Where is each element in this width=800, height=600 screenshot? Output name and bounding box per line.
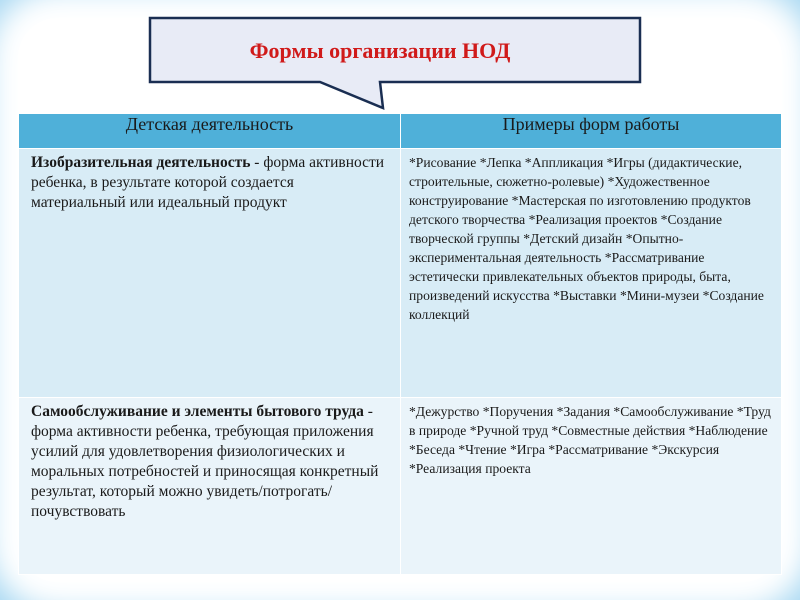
activity-cell xyxy=(19,398,401,575)
table-row xyxy=(19,149,782,398)
table-header-row xyxy=(19,114,782,149)
activity-description: - форма активности ребенка, в результате которой создается материальный или идеальный продукт xyxy=(31,154,385,211)
activity-cell xyxy=(19,149,401,398)
forms-table xyxy=(18,113,782,575)
column-header-examples: Примеры форм работы xyxy=(401,114,782,149)
page-title: Формы организации НОД xyxy=(249,38,511,63)
table-row xyxy=(19,398,782,575)
activity-name: Самообслуживание и элементы бытового труда xyxy=(31,403,364,420)
column-header-activity: Детская деятельность xyxy=(19,114,401,149)
activity-name: Изобразительная деятельность xyxy=(31,154,251,171)
activity-description: - форма активности ребенка, требующая приложения усилий для удовлетворения физиологических и моральных потребностей и приносящая конкретный результат, который можно увидеть/потрогать/почувствовать xyxy=(31,403,379,520)
examples-cell: *Рисование *Лепка *Аппликация *Игры (дидактические, строительные, сюжетно-ролевые) *Художественное конструирование *Мастерская по изготовлению продуктов детского творчества *Реализация проектов *Создание творческой группы *Детский дизайн *Опытно-экспериментальная деятельность *Рассматривание эстетически привлекательных объектов природы, быта, произведений искусства *Выставки *Мини-музеи *Создание коллекций xyxy=(401,149,782,398)
examples-cell: *Дежурство *Поручения *Задания *Самообслуживание *Труд в природе *Ручной труд *Совместные действия *Наблюдение *Беседа *Чтение *Игра *Рассматривание *Экскурсия *Реализация проекта xyxy=(401,398,782,575)
